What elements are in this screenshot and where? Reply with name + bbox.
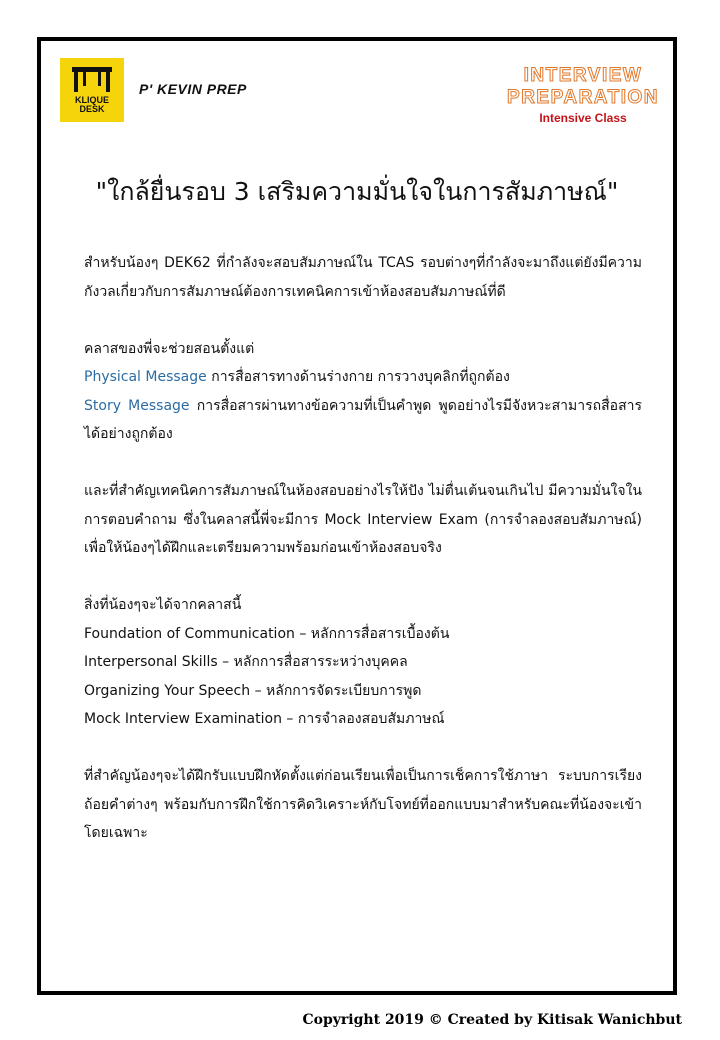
- brand-name: P' KEVIN PREP: [139, 81, 247, 97]
- benefits-title: สิ่งที่น้องๆจะได้จากคลาสนี้: [84, 597, 242, 613]
- technique-paragraph: และที่สำคัญเทคนิคการสัมภาษณ์ในห้องสอบอย่างไรให้ปัง ไม่ตื่นเต้นจนเกินไป มีความมั่นใจในการตอบคำถาม ซึ่งในคลาสนี้พี่จะมีการ Mock Interview Exam (การจำลองสอบสัมภาษณ์) เพื่อให้น้องๆได้ฝึกและเตรียมความพร้อมก่อนเข้าห้องสอบจริง: [84, 483, 642, 556]
- desk-icon: [69, 64, 115, 94]
- interview-preparation-badge: [503, 65, 663, 125]
- story-message-label: Story Message: [84, 397, 190, 414]
- logo-text-line1: KLIQUE: [74, 95, 109, 105]
- logo-text-line2: DESK: [79, 104, 105, 114]
- benefit-item: Mock Interview Examination – การจำลองสอบสัมภาษณ์: [84, 711, 445, 727]
- benefit-item: Interpersonal Skills – หลักการสื่อสารระหว่างบุคคล: [84, 654, 408, 670]
- prep-title-line2: PREPARATION: [507, 87, 659, 108]
- prep-title-line1: INTERVIEW: [523, 65, 643, 86]
- benefit-item: Organizing Your Speech – หลักการจัดระเบียบการพูด: [84, 682, 422, 699]
- physical-message-line: [84, 363, 642, 392]
- intro-paragraph: สำหรับน้องๆ DEK62 ที่กำลังจะสอบสัมภาษณ์ใน TCAS รอบต่างๆที่กำลังจะมาถึงแต่ยังมีความกังวลเกี่ยวกับการสัมภาษณ์ต้องการเทคนิคการเข้าห้องสอบสัมภาษณ์ที่ดี: [84, 255, 642, 300]
- physical-message-desc: การสื่อสารทางด้านร่างกาย การวางบุคลิกที่ถูกต้อง: [206, 369, 510, 385]
- copyright-text: Copyright 2019 © Created by Kitisak Wanichbut: [302, 1012, 682, 1028]
- story-message-desc: การสื่อสารผ่านทางข้อความที่เป็นคำพูด พูดอย่างไรมีจังหวะสามารถสื่อสารได้อย่างถูกต้อง: [84, 397, 642, 442]
- poster-frame: [37, 37, 677, 995]
- physical-message-label: Physical Message: [84, 369, 207, 385]
- prep-subtitle: Intensive Class: [539, 111, 627, 125]
- logo-text: [75, 96, 109, 114]
- story-message-line: [84, 392, 642, 449]
- closing-paragraph: ที่สำคัญน้องๆจะได้ฝึกรับแบบฝึกหัดตั้งแต่ก่อนเรียนเพื่อเป็นการเช็คการใช้ภาษา ระบบการเรียงถ้อยคำต่างๆ พร้อมกับการฝึกใช้การคิดวิเคราะห์กับโจทย์ที่ออกแบบมาสำหรับคณะที่น้องจะเข้าโดยเฉพาะ: [84, 768, 642, 841]
- class-intro: คลาสของพี่จะช่วยสอนตั้งแต่: [84, 340, 255, 357]
- body-content: [84, 249, 642, 876]
- benefit-item: Foundation of Communication – หลักการสื่อสารเบื้องต้น: [84, 625, 450, 642]
- klique-desk-logo: [60, 58, 124, 122]
- headline: "ใกล้ยื่นรอบ 3 เสริมความมั่นใจในการสัมภาษณ์": [95, 177, 619, 206]
